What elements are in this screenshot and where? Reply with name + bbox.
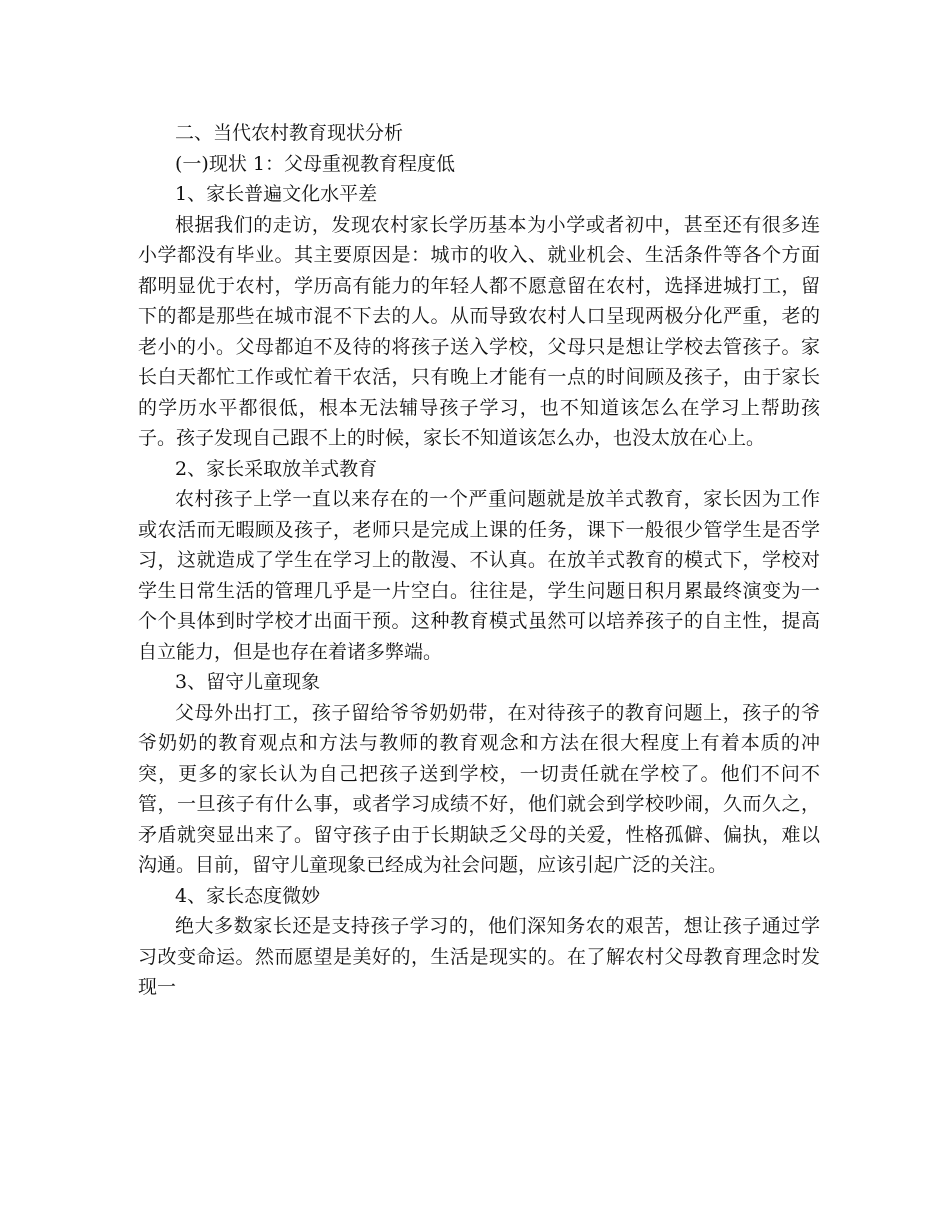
item-paragraph-2: 农村孩子上学一直以来存在的一个严重问题就是放羊式教育，家长因为工作或农活而无暇顾及孩子，老师只是完成上课的任务，课下一般很少管学生是否学习，这就造成了学生在学习上的散漫、不认真。在放羊式教育的模式下，学校对学生日常生活的管理几乎是一片空白。往往是，学生问题日积月累最终演变为一个个具体到时学校才出面干预。这种教育模式虽然可以培养孩子的自主性，提高自立能力，但是也存在着诸多弊端。	[138, 488, 820, 663]
item-heading-4: 4、家长态度微妙	[175, 884, 321, 907]
item-heading-3: 3、留守儿童现象	[175, 671, 321, 693]
item-paragraph-1: 根据我们的走访，发现农村家长学历基本为小学或者初中，甚至还有很多连小学都没有毕业。其主要原因是：城市的收入、就业机会、生活条件等各个方面都明显优于农村，学历高有能力的年轻人都不愿意留在农村，选择进城打工，留下的都是那些在城市混不下去的人。从而导致农村人口呈现两极分化严重，老的老小的小。父母都迫不及待的将孩子送入学校，父母只是想让学校去管孩子。家长白天都忙工作或忙着干农活，只有晚上才能有一点的时间顾及孩子，由于家长的学历水平都很低，根本无法辅导孩子学习，也不知道该怎么在学习上帮助孩子。孩子发现自己跟不上的时候，家长不知道该怎么办，也没太放在心上。	[138, 213, 820, 449]
item-heading-2: 2、家长采取放羊式教育	[175, 457, 378, 480]
section-title: 二、当代农村教育现状分析	[175, 122, 404, 144]
item-paragraph-4: 绝大多数家长还是支持孩子学习的，他们深知务农的艰苦，想让孩子通过学习改变命运。然而愿望是美好的，生活是现实的。在了解农村父母教育理念时发现一	[138, 915, 820, 998]
status-title: (一)现状 1：父母重视教育程度低	[175, 152, 455, 175]
item-paragraph-3: 父母外出打工，孩子留给爷爷奶奶带，在对待孩子的教育问题上，孩子的爷爷奶奶的教育观点和方法与教师的教育观念和方法在很大程度上有着本质的冲突，更多的家长认为自己把孩子送到学校，一切责任就在学校了。他们不问不管，一旦孩子有什么事，或者学习成绩不好，他们就会到学校吵闹，久而久之，矛盾就突显出来了。留守孩子由于长期缺乏父母的关爱，性格孤僻、偏执，难以沟通。目前，留守儿童现象已经成为社会问题，应该引起广泛的关注。	[138, 701, 820, 876]
document-body	[138, 118, 820, 1003]
item-heading-1: 1、家长普遍文化水平差	[175, 183, 378, 205]
